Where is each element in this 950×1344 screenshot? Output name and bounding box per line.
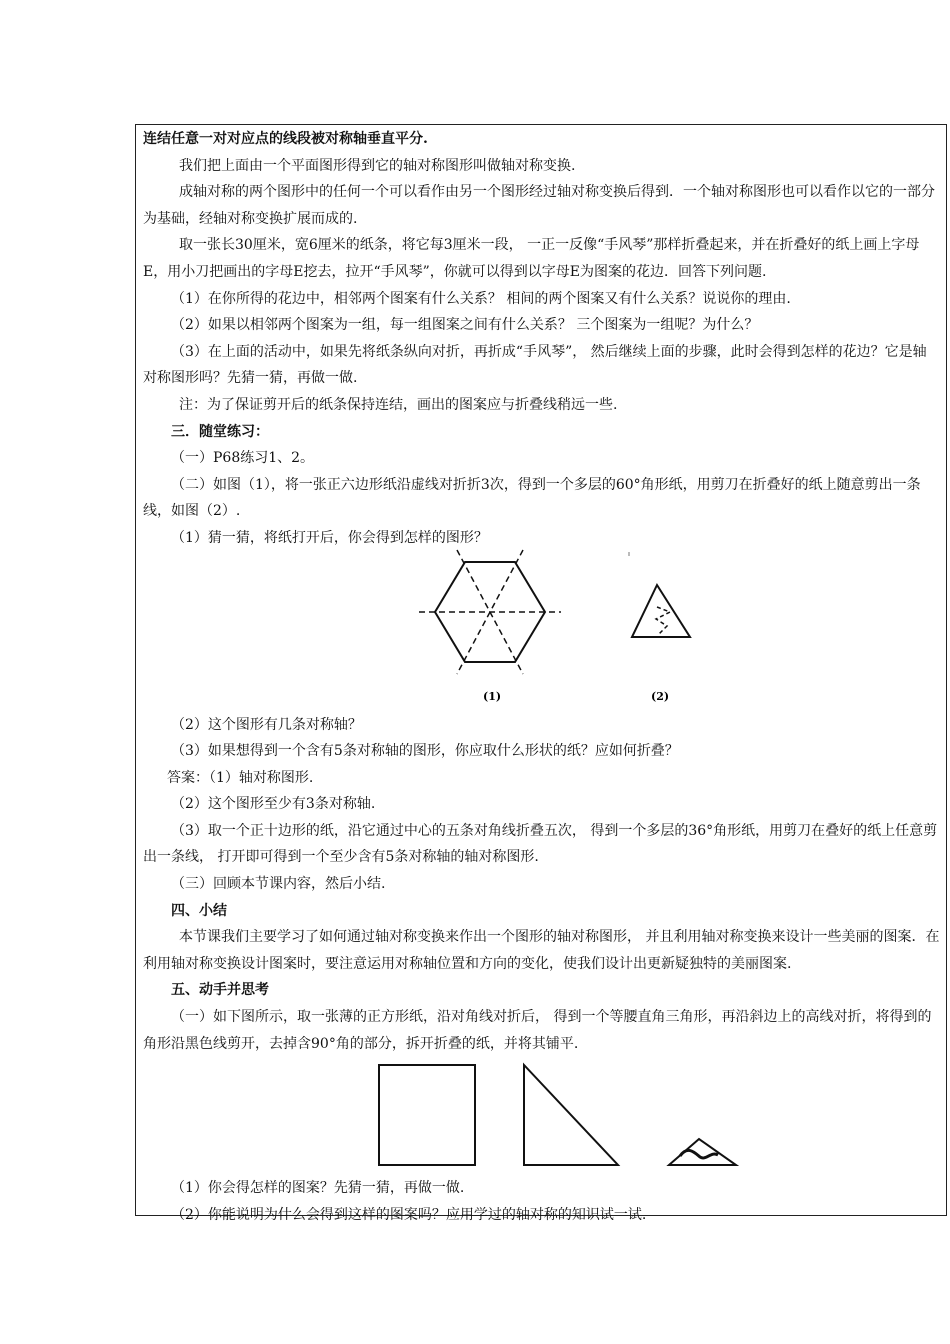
paragraph-conclusion: 连结任意一对对应点的线段被对称轴垂直平分.: [143, 131, 428, 147]
question-2: （2）如果以相邻两个图案为一组，每一组图案之间有什么关系？ 三个图案为一组呢？为什么？: [171, 317, 759, 334]
task-1-question-2: （2）你能说明为什么会得到这样的图案吗？应用学过的轴对称的知识试一试.: [171, 1206, 647, 1223]
cut-line: [656, 607, 670, 634]
task-1: （一）如下图所示，取一张薄的正方形纸，沿对角线对折后， 得到一个等腰直角三角形，再沿斜边上的高线对折，将得到的角形沿黑色线剪开，去掉含90°角的部分，拆开折叠的纸，并将其铺平.: [143, 1009, 932, 1052]
paragraph-activity: 取一张长30厘米，宽6厘米的纸条，将它每3厘米一段， 一正一反像“手风琴”那样折叠起来，并在折叠好的纸上画上字母E，用小刀把画出的字母E挖去，拉开“手风琴”，你就可以得到以字母E为图案的花边．回答下列问题.: [143, 237, 920, 280]
answer-1: 答案：（1）轴对称图形.: [167, 769, 314, 786]
answer-2: （2）这个图形至少有3条对称轴.: [171, 796, 376, 813]
exercise-2-question-1: （1）猜一猜，将纸打开后，你会得到怎样的图形？: [171, 529, 488, 546]
question-1: （1）在你所得的花边中，相邻两个图案有什么关系？ 相间的两个图案又有什么关系？说说你的理由.: [171, 290, 791, 307]
paragraph-explanation: 成轴对称的两个图形中的任何一个可以看作由另一个图形经过轴对称变换后得到．一个轴对称图形也可以看作以它的一部分为基础，经轴对称变换扩展而成的.: [143, 184, 935, 227]
answer-3: （3）取一个正十边形的纸，沿它通过中心的五条对角线折叠五次， 得到一个多层的36°角形纸，用剪刀在叠好的纸上任意剪出一条线， 打开即可得到一个至少含有5条对称轴的轴对称图形.: [143, 822, 938, 866]
note: 注：为了保证剪开后的纸条保持连结，画出的图案应与折叠线稍远一些.: [179, 396, 618, 413]
question-3: （3）在上面的活动中，如果先将纸条纵向对折，再折成“手风琴”， 然后继续上面的步骤，此时会得到怎样的花边？它是轴对称图形吗？先猜一猜，再做一做.: [143, 343, 927, 387]
black-cut-line: [680, 1151, 718, 1159]
square-folding-diagram: [143, 1057, 940, 1175]
small-triangle: [669, 1139, 736, 1165]
exercise-1: （一）P68练习1、2。: [171, 450, 315, 467]
figure-2-label: (2): [651, 689, 670, 703]
section-5-heading: 五、动手并思考: [171, 982, 269, 999]
hexagon-folding-diagram: [143, 552, 940, 712]
summary: 本节课我们主要学习了如何通过轴对称变换来作出一个图形的轴对称图形， 并且利用轴对称变换来设计一些美丽的图案．在利用轴对称变换设计图案时，要注意运用对称轴位置和方向的变化，使我们设计出更新疑独特的美丽图案.: [143, 929, 940, 972]
figure-1-label: (1): [483, 689, 502, 703]
paragraph-definition: 我们把上面由一个平面图形得到它的轴对称图形叫做轴对称变换.: [179, 157, 576, 174]
fold-lines: [419, 550, 561, 674]
hexagon-figures: [143, 552, 940, 712]
task-1-question-1: （1）你会得怎样的图案？先猜一猜，再做一做.: [171, 1180, 465, 1197]
section-4-heading: 四、小结: [171, 902, 227, 919]
square-fold-figures: [143, 1057, 940, 1175]
section-3-heading: 三．随堂练习：: [171, 423, 269, 440]
square-paper: [379, 1065, 475, 1165]
exercise-2: （二）如图（1），将一张正六边形纸沿虚线对折折3次，得到一个多层的60°角形纸，用剪刀在折叠好的纸上随意剪出一条线，如图（2）.: [143, 476, 921, 520]
exercise-2-question-2: （2）这个图形有几条对称轴？: [171, 716, 362, 733]
folded-triangle: [632, 585, 690, 637]
right-isosceles-triangle: [524, 1065, 618, 1165]
exercise-2-question-3: （3）如果想得到一个含有5条对称轴的图形，你应取什么形状的纸？应如何折叠？: [171, 743, 679, 760]
document-body: [143, 126, 940, 1228]
exercise-3: （三）回顾本节课内容，然后小结.: [171, 876, 386, 893]
